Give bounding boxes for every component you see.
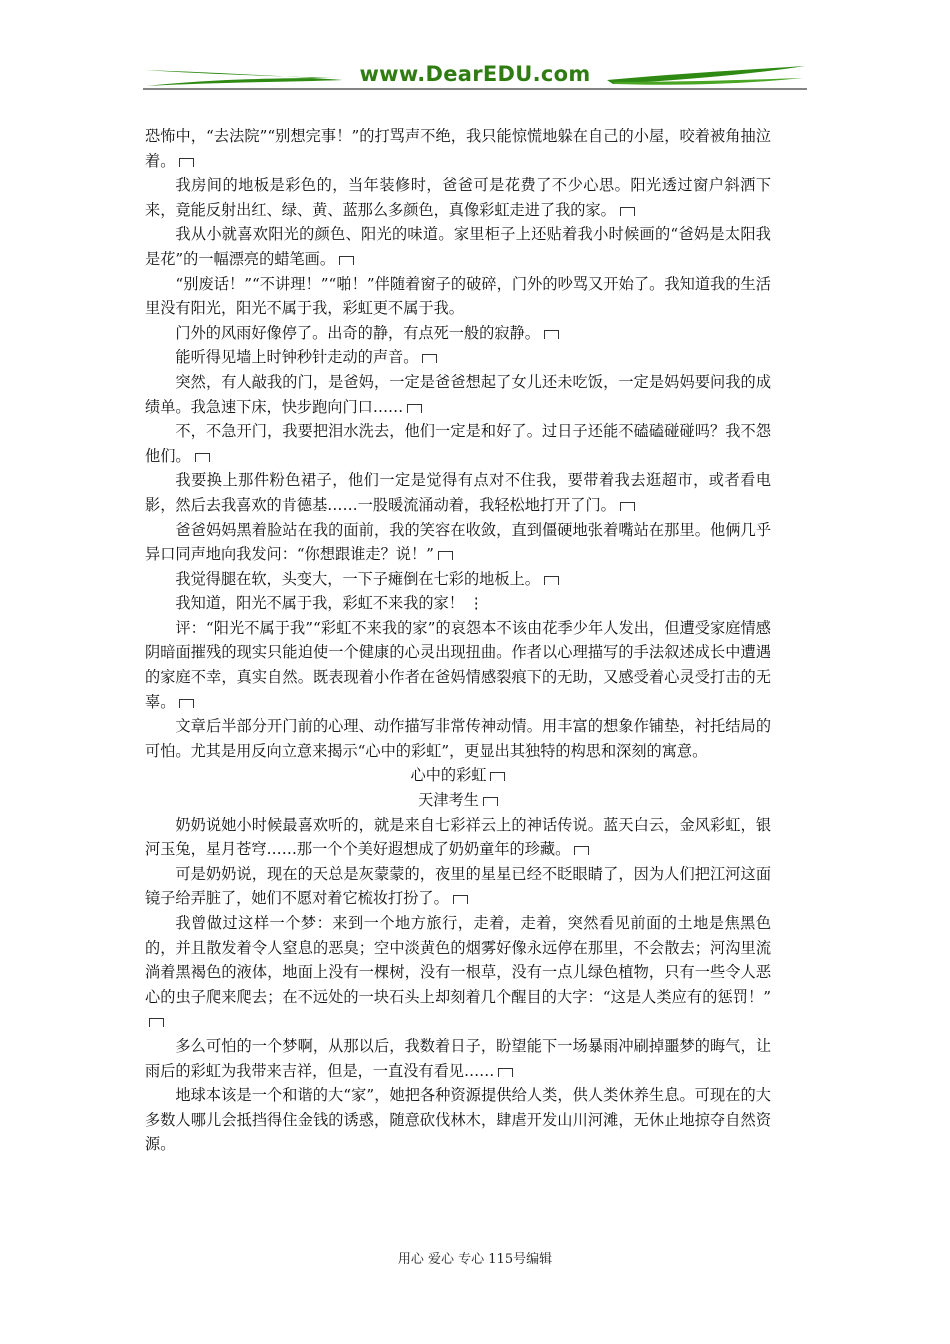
paragraph bbox=[145, 813, 771, 862]
paragraph bbox=[145, 345, 771, 370]
paragraph bbox=[145, 1034, 771, 1083]
paragraph-text: 奶奶说她小时候最喜欢听的，就是来自七彩祥云上的神话传说。蓝天白云，金风彩虹，银河玉兔，星月苍穹……那一个个美好遐想成了奶奶童年的珍藏。 bbox=[145, 815, 771, 859]
paragraph-text: 文章后半部分开门前的心理、动作描写非常传神动情。用丰富的想象作铺垫，衬托结局的可怕。尤其是用反向立意来揭示“心中的彩虹”，更显出其独特的构思和深刻的寓意。 bbox=[145, 717, 771, 760]
paragraph-mark-icon bbox=[179, 699, 194, 708]
paragraph-mark-icon bbox=[179, 158, 194, 167]
paragraph-text: 天津考生 bbox=[418, 791, 479, 810]
paragraph bbox=[145, 591, 771, 616]
paragraph-text: 爸爸妈妈黑着脸站在我的面前，我的笑容在收敛，直到僵硬地张着嘴站在那里。他俩几乎异口同声地向我发问：“你想跟谁走？说！” bbox=[145, 520, 771, 564]
paragraph-text: 我要换上那件粉色裙子，他们一定是觉得有点对不住我，要带着我去逛超市，或者看电影，然后去我喜欢的肯德基……一股暖流涌动着，我轻松地打开了门。 bbox=[145, 471, 771, 514]
paragraph bbox=[145, 714, 771, 763]
paragraph-mark-icon bbox=[544, 330, 559, 339]
paragraph-text: 不，不急开门，我要把泪水洗去，他们一定是和好了。过日子还能不磕磕碰碰吗？我不怨他们。 bbox=[145, 422, 771, 465]
paragraph bbox=[145, 518, 771, 567]
paragraph-text: 我从小就喜欢阳光的颜色、阳光的味道。家里柜子上还贴着我小时候画的“爸妈是太阳我是花”的一幅漂亮的蜡笔画。 bbox=[145, 225, 771, 268]
paragraph bbox=[145, 370, 771, 419]
paragraph-mark-icon bbox=[149, 1018, 164, 1027]
paragraph-text: 我觉得腿在软，头变大，一下子瘫倒在七彩的地板上。 bbox=[175, 569, 540, 588]
paragraph bbox=[145, 862, 771, 911]
paragraph-mark-icon bbox=[490, 772, 505, 781]
paragraph-text: 心中的彩虹 bbox=[410, 766, 487, 785]
paragraph-mark-icon bbox=[498, 1068, 513, 1077]
paragraph bbox=[145, 616, 771, 714]
paragraph-mark-icon bbox=[620, 502, 635, 511]
paragraph-mark-icon bbox=[483, 797, 498, 806]
paragraph-text: 能听得见墙上时钟秒针走动的声音。 bbox=[175, 348, 419, 367]
paragraph-mark-icon bbox=[620, 207, 635, 216]
paragraph bbox=[145, 567, 771, 592]
paragraph bbox=[145, 321, 771, 346]
paragraph-mark-icon bbox=[195, 453, 210, 462]
paragraph-mark-icon bbox=[339, 256, 354, 265]
paragraph-text: 地球本该是一个和谐的大“家”，她把各种资源提供给人类，供人类休养生息。可现在的大多数人哪儿会抵挡得住金钱的诱惑，随意砍伐林木，肆虐开发山川河滩，无休止地掠夺自然资源。 bbox=[145, 1086, 771, 1154]
paragraph-text: 我房间的地板是彩色的，当年装修时，爸爸可是花费了不少心思。阳光透过窗户斜洒下来，竟能反射出红、绿、黄、蓝那么多颜色，真像彩虹走进了我的家。 bbox=[145, 176, 771, 219]
paragraph-text: “别废话！”“不讲理！”“啪！”伴随着窗子的破碎，门外的吵骂又开始了。我知道我的生活里没有阳光，阳光不属于我，彩虹更不属于我。 bbox=[145, 274, 771, 318]
paragraph-mark-icon bbox=[453, 895, 468, 904]
site-title[interactable]: www.DearEDU.com bbox=[359, 62, 591, 86]
page-footer: 用心 爱心 专心 115号编辑 bbox=[397, 1252, 553, 1267]
site-header bbox=[143, 60, 807, 92]
paragraph bbox=[145, 419, 771, 468]
paragraph-text: 恐怖中，“去法院”“别想完事！”的打骂声不绝，我只能惊慌地躲在自己的小屋，咬着被角抽泣着。 bbox=[145, 127, 771, 170]
paragraph-mark-icon bbox=[407, 404, 422, 413]
paragraph bbox=[145, 222, 771, 271]
paragraph-mark-icon bbox=[438, 551, 453, 560]
paragraph-mark-icon bbox=[574, 846, 589, 855]
article-body bbox=[145, 124, 771, 1157]
paragraph-text: 门外的风雨好像停了。出奇的静，有点死一般的寂静。 bbox=[175, 323, 540, 342]
paragraph-text: 我曾做过这样一个梦：来到一个地方旅行，走着，走着，突然看见前面的土地是焦黑色的，并且散发着令人窒息的恶臭；空中淡黄色的烟雾好像永远停在那里，不会散去；河沟里流淌着黑褐色的液体，地面上没有一棵树，没有一根草，没有一点儿绿色植物，只有一些令人恶心的虫子爬来爬去；在不远处的一块石头上却刻着几个醒目的大字：“这是人类应有的惩罚！” bbox=[145, 914, 771, 1006]
paragraph bbox=[145, 911, 771, 1034]
paragraph-text: 评：“阳光不属于我”“彩虹不来我的家”的哀怨本不该由花季少年人发出，但遭受家庭情感阴暗面摧残的现实只能迫使一个健康的心灵出现扭曲。作者以心理描写的手法叙述成长中遭遇的家庭不幸，真实自然。既表现着小作者在爸妈情感裂痕下的无助，又感受着心灵受打击的无辜。 bbox=[145, 618, 771, 711]
paragraph bbox=[145, 173, 771, 222]
paragraph bbox=[145, 272, 771, 321]
paragraph-text: 可是奶奶说，现在的天总是灰蒙蒙的，夜里的星星已经不眨眼睛了，因为人们把江河这面镜子给弄脏了，她们不愿对着它梳妆打扮了。 bbox=[145, 864, 771, 908]
paragraph-text: 多么可怕的一个梦啊，从那以后，我数着日子，盼望能下一场暴雨冲刷掉噩梦的晦气，让雨后的彩虹为我带来吉祥，但是，一直没有看见…… bbox=[145, 1036, 771, 1080]
paragraph bbox=[145, 468, 771, 517]
paragraph bbox=[145, 1083, 771, 1157]
paragraph-text: 突然，有人敲我的门，是爸妈，一定是爸爸想起了女儿还未吃饭，一定是妈妈要问我的成绩单。我急速下床，快步跑向门口…… bbox=[145, 372, 771, 416]
paragraph-mark-icon bbox=[544, 576, 559, 585]
paragraph-mark-icon bbox=[422, 354, 437, 363]
paragraph-text: 我知道，阳光不属于我，彩虹不来我的家！ ⋮ bbox=[175, 594, 484, 613]
paragraph bbox=[145, 124, 771, 173]
centered-heading bbox=[145, 763, 771, 788]
centered-heading bbox=[145, 788, 771, 813]
